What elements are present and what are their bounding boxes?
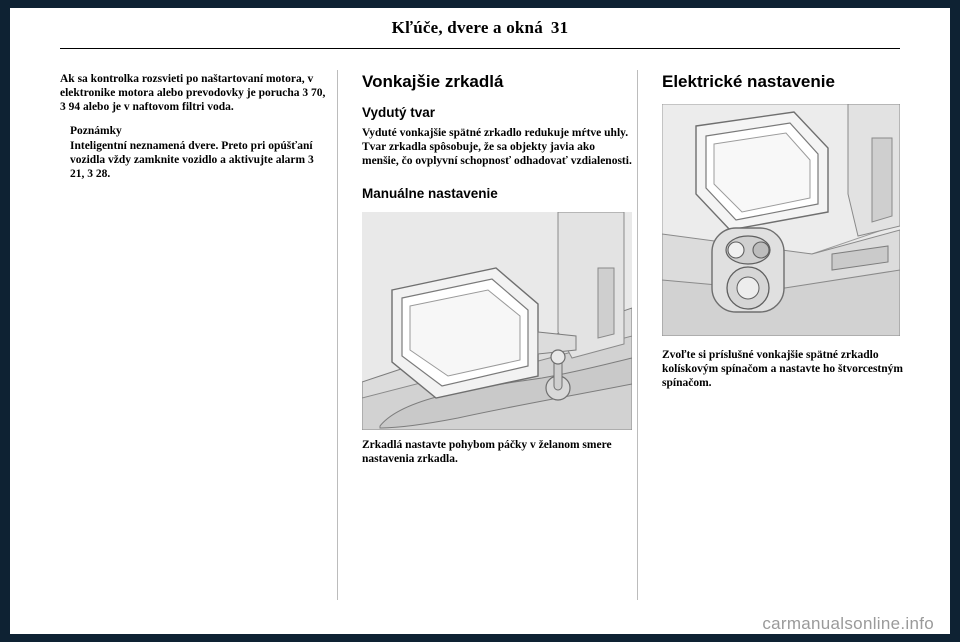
header-chapter-title [392,18,569,37]
section-heading-exterior-mirrors: Vonkajšie zrkadlá [362,72,504,91]
warning-paragraph: Ak sa kontrolka rozsvieti po naštartovaní motora, v elektronike motora alebo prevodovky je porucha 3 70, 3 94 alebo je v naftovom filtri voda. [60,73,326,114]
text-column-1 [60,72,330,181]
page-number: 31 [550,18,569,37]
subheading-convex-shape: Vydutý tvar [362,105,436,120]
text-column-2 [362,72,632,475]
note-title: Poznámky [70,124,122,137]
page-frame-right [950,0,960,642]
page-header [60,18,900,46]
text-column-3 [662,72,932,400]
page-frame-top [0,0,960,8]
subheading-manual-adjustment: Manuálne nastavenie [362,185,498,201]
site-watermark: carmanualsonline.info [762,614,934,633]
column-divider-1 [337,70,338,600]
electric-mirror-illustration [662,104,900,336]
manual-mirror-figure-caption: Zrkadlá nastavte pohybom páčky v želanom smere nastavenia zrkadla. [362,438,612,465]
section-heading-electric-adjustment: Elektrické nastavenie [662,72,835,91]
page-frame-bottom [0,634,960,642]
column-divider-2 [637,70,638,600]
note-block [60,124,330,182]
manual-mirror-illustration [362,212,632,430]
header-divider [60,48,900,49]
page-frame-left [0,0,10,642]
note-text: Inteligentní neznamená dvere. Preto pri opúšťaní vozidla vždy zamknite vozidlo a aktivujte alarm 3 21, 3 28. [70,139,314,181]
manual-mirror-adjustment-figure [362,212,632,430]
electric-adjustment-text: Zvoľte si príslušné vonkajšie spätné zrkadlo kolískovým spínačom a nastavte ho štvorcestným spínačom. [662,349,903,390]
electric-mirror-adjustment-figure [662,104,900,336]
chapter-name: Kľúče, dvere a okná [391,18,543,37]
convex-shape-text: Vyduté vonkajšie spätné zrkadlo redukuje mŕtve uhly. Tvar zrkadla spôsobuje, že sa objekty javia ako menšie, čo ovplyvní schopnosť odhadovať vzdialenosti. [362,127,632,168]
